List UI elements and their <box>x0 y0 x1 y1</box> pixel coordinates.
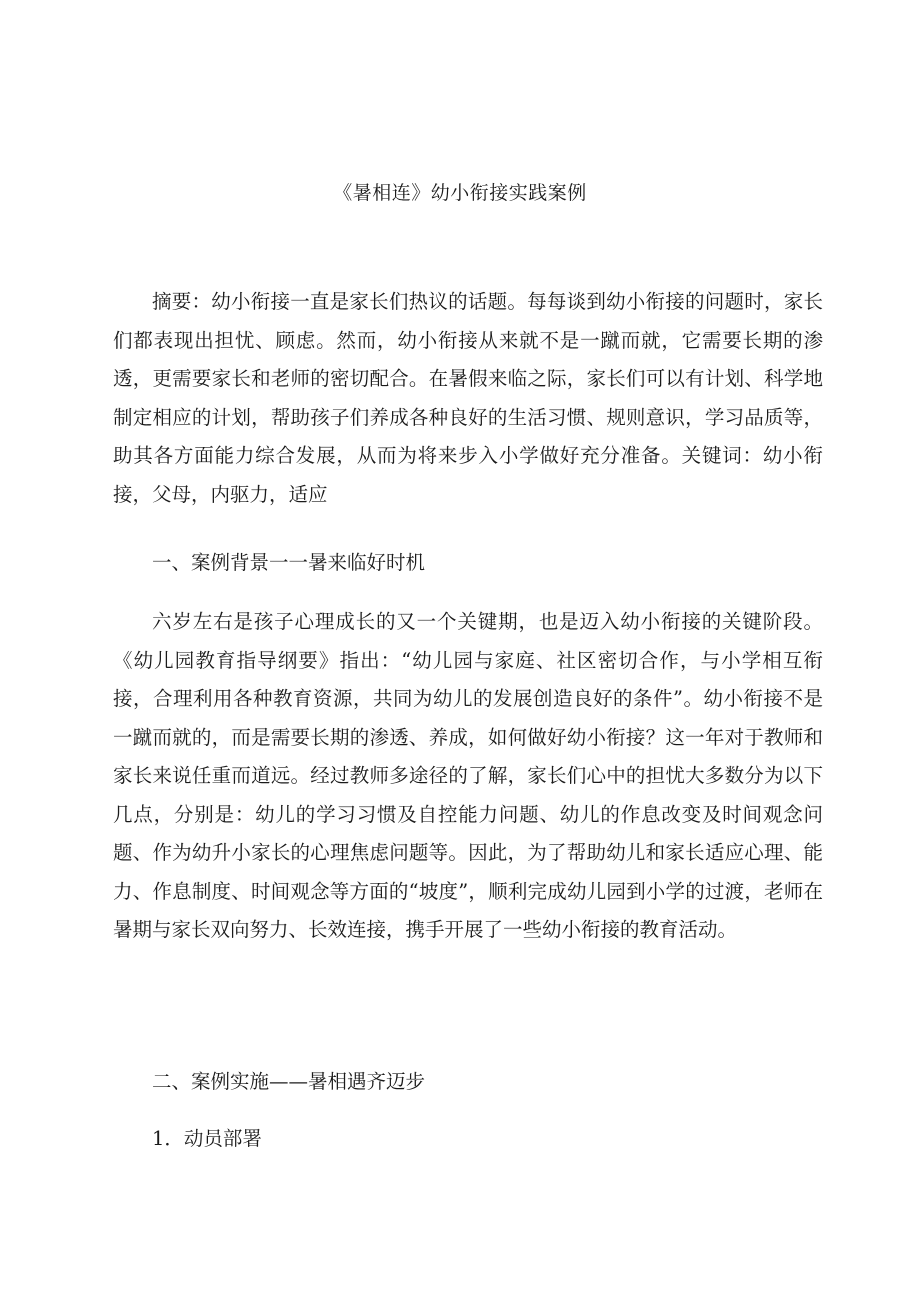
section-heading-2: 二、案例实施——暑相遇齐迈步 <box>152 1070 426 1093</box>
subsection-heading-1: 1．动员部署 <box>152 1127 262 1150</box>
section-1-paragraph: 六岁左右是孩子心理成长的又一个关键期，也是迈入幼小衔接的关键阶段。《幼儿园教育指导纲要》指出：“幼儿园与家庭、社区密切合作，与小学相互衔接，合理利用各种教育资源，共同为幼儿的发展创造良好的条件”。幼小衔接不是一蹴而就的，而是需要长期的渗透、养成，如何做好幼小衔接？这一年对于教师和家长来说任重而道远。经过教师多途径的了解，家长们心中的担忧大多数分为以下几点，分别是：幼儿的学习习惯及自控能力问题、幼儿的作息改变及时间观念问题、作为幼升小家长的心理焦虑问题等。因此，为了帮助幼儿和家长适应心理、能力、作息制度、时间观念等方面的“坡度”，顺利完成幼儿园到小学的过渡，老师在暑期与家长双向努力、长效连接，携手开展了一些幼小衔接的教育活动。 <box>113 610 823 941</box>
section-heading-1: 一、案例背景一一暑来临好时机 <box>152 551 426 574</box>
abstract-paragraph: 摘要：幼小衔接一直是家长们热议的话题。每每谈到幼小衔接的问题时，家长们都表现出担忧、顾虑。然而，幼小衔接从来就不是一蹴而就，它需要长期的渗透，更需要家长和老师的密切配合。在暑假来临之际，家长们可以有计划、科学地制定相应的计划，帮助孩子们养成各种良好的生活习惯、规则意识，学习品质等，助其各方面能力综合发展，从而为将来步入小学做好充分准备。关键词：幼小衔接，父母，内驱力，适应 <box>113 290 823 506</box>
document-title: 《暑相连》幼小衔接实践案例 <box>333 182 587 204</box>
